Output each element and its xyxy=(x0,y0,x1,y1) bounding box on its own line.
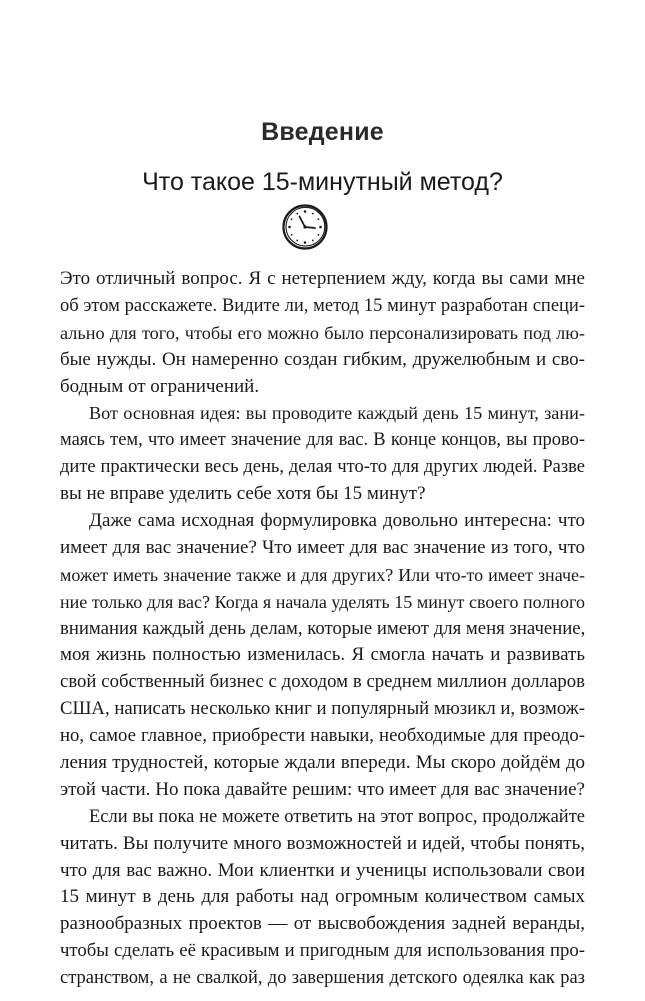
text-line: об этом расскажете. Видите ли, метод 15 минут разработан специ- xyxy=(60,295,585,316)
text-line: Вот основная идея: вы проводите каждый день 15 минут, зани- xyxy=(89,403,585,424)
text-line: ние только для вас? Когда я начала уделять 15 минут своего полного xyxy=(60,591,585,612)
text-line: ления трудностей, которые ждали впереди. Мы скоро дойдём до xyxy=(60,752,585,774)
text-line: читать. Вы получите много возможностей и идей, чтобы понять, xyxy=(60,832,585,854)
text-line: моя жизнь полностью изменилась. Я смогла начать и развивать xyxy=(60,644,585,666)
text-line: 15 минут в день для работы над огромным количеством самых xyxy=(60,886,585,908)
text-line: США, написать несколько книг и популярный мюзикл и, возмож- xyxy=(60,698,585,720)
text-line: маясь тем, что имеет значение для вас. В конце концов, вы прово- xyxy=(60,430,585,451)
text-line: имеет для вас значение? Что имеет для вас значение из того, что xyxy=(60,536,585,558)
text-line: может иметь значение также и для других? Или что-то имеет значе- xyxy=(60,564,585,585)
text-line: Даже сама исходная формулировка довольно интересна: что xyxy=(89,510,585,532)
text-line: бодным от ограничений. xyxy=(60,375,260,397)
text-line: что для вас важно. Мои клиентки и ученицы использовали свои xyxy=(60,859,585,881)
text-line: этой части. Но пока давайте решим: что имеет для вас значение? xyxy=(60,778,585,800)
text-line: внимания каждый день делам, которые имеют для меня значение, xyxy=(60,617,586,639)
body-text xyxy=(60,266,585,992)
text-line: странством, а не свалкой, до завершения детского одеялка как раз xyxy=(60,968,585,989)
text-line: но, самое главное, приобрести навыки, необходимые для преодо- xyxy=(60,725,585,747)
text-line: вы не вправе уделить себе хотя бы 15 минут? xyxy=(60,483,426,505)
text-line: бые нужды. Он намеренно создан гибким, дружелюбным и сво- xyxy=(60,348,585,370)
text-line: ально для того, чтобы его можно было персонализировать под лю- xyxy=(60,322,585,343)
clock-icon xyxy=(280,202,330,252)
chapter-label: Введение xyxy=(261,118,384,146)
text-line: разнообразных проектов — от высвобождения задней веранды, xyxy=(60,913,585,935)
chapter-title: Что такое 15-минутный метод? xyxy=(142,168,503,196)
text-line: дите практически весь день, делая что-то для других людей. Разве xyxy=(60,457,585,478)
text-line: Это отличный вопрос. Я с нетерпением жду, когда вы сами мне xyxy=(60,268,585,289)
text-line: свой собственный бизнес с доходом в среднем миллион долларов xyxy=(60,671,585,693)
text-line: Если вы пока не можете ответить на этот вопрос, продолжайте xyxy=(89,806,585,827)
text-line: чтобы сделать её красивым и пригодным для использования про- xyxy=(60,940,585,962)
